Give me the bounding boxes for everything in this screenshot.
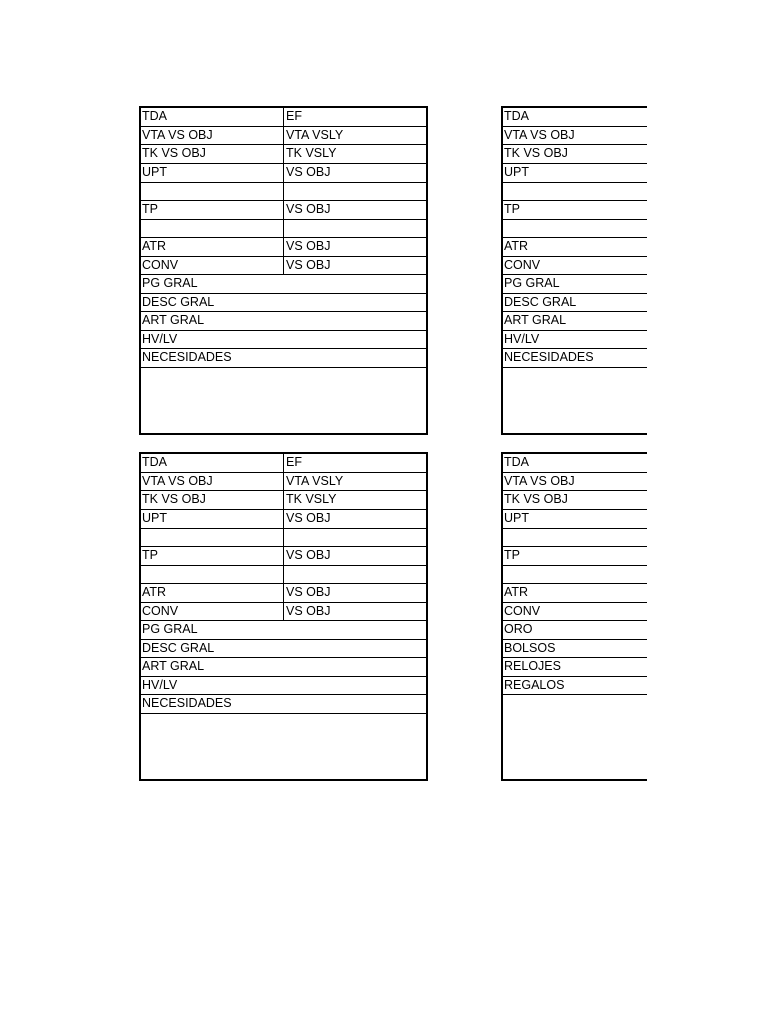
label-vta-vs-obj: VTA VS OBJ [142, 474, 213, 488]
row-hv-lv [141, 677, 426, 695]
row-pg-gral [141, 621, 426, 640]
row-atr [503, 238, 647, 257]
label-necesidades: NECESIDADES [142, 350, 232, 364]
label-tda: TDA [504, 455, 529, 469]
row-blank-1 [503, 183, 647, 201]
label-relojes: RELOJES [504, 659, 561, 673]
value-tp-vs-obj: VS OBJ [283, 201, 426, 219]
notes-area [503, 695, 647, 779]
row-relojes [503, 658, 647, 677]
label-pg-gral: PG GRAL [504, 276, 560, 290]
row-desc-gral [141, 640, 426, 658]
label-desc-gral: DESC GRAL [504, 295, 577, 309]
label-hv-lv: HV/LV [504, 332, 540, 346]
label-tp: TP [504, 548, 520, 562]
value-ef: EF [283, 108, 426, 126]
row-vta-vs-obj [141, 127, 426, 145]
value-vta-vsly: VTA VSLY [283, 473, 426, 490]
label-conv: CONV [142, 258, 179, 272]
row-upt [503, 510, 647, 529]
row-tp [503, 201, 647, 220]
column-divider [283, 566, 284, 584]
value-atr-vs-obj: VS OBJ [283, 584, 426, 602]
row-atr [141, 584, 426, 603]
notes-area [503, 368, 647, 433]
label-vta-vs-obj: VTA VS OBJ [142, 128, 213, 142]
label-tp: TP [142, 548, 158, 562]
value-tp-vs-obj: VS OBJ [283, 547, 426, 565]
row-conv [503, 257, 647, 275]
label-tda: TDA [504, 109, 529, 123]
row-tk-vs-obj [503, 491, 647, 510]
label-atr: ATR [504, 585, 529, 599]
row-oro [503, 621, 647, 640]
value-tk-vsly: TK VSLY [283, 491, 426, 509]
row-art-gral [141, 658, 426, 677]
row-vta-vs-obj [141, 473, 426, 491]
row-atr [503, 584, 647, 603]
label-pg-gral: PG GRAL [142, 622, 198, 636]
value-upt-vs-obj: VS OBJ [283, 164, 426, 182]
value-vta-vsly: VTA VSLY [283, 127, 426, 144]
row-art-gral [141, 312, 426, 331]
label-atr: ATR [504, 239, 529, 253]
notes-area [141, 714, 426, 779]
row-conv [141, 257, 426, 275]
value-atr-vs-obj: VS OBJ [283, 238, 426, 256]
row-tk-vs-obj [141, 145, 426, 164]
row-tda [141, 454, 426, 473]
row-tp [503, 547, 647, 566]
row-conv [141, 603, 426, 621]
label-tp: TP [504, 202, 520, 216]
row-art-gral [503, 312, 647, 331]
label-conv: CONV [504, 604, 541, 618]
row-upt [141, 510, 426, 529]
label-upt: UPT [142, 165, 167, 179]
row-tda [503, 454, 647, 473]
notes-area [141, 368, 426, 433]
label-tp: TP [142, 202, 158, 216]
row-hv-lv [503, 331, 647, 349]
label-hv-lv: HV/LV [142, 678, 178, 692]
label-vta-vs-obj: VTA VS OBJ [504, 128, 575, 142]
label-regalos: REGALOS [504, 678, 565, 692]
row-conv [503, 603, 647, 621]
label-atr: ATR [142, 585, 167, 599]
row-tk-vs-obj [503, 145, 647, 164]
row-tk-vs-obj [141, 491, 426, 510]
row-necesidades [503, 349, 647, 368]
row-vta-vs-obj [503, 127, 647, 145]
row-tp [141, 547, 426, 566]
label-conv: CONV [142, 604, 179, 618]
value-conv-vs-obj: VS OBJ [283, 257, 426, 274]
form-top-right [501, 106, 647, 435]
row-necesidades [141, 695, 426, 714]
value-conv-vs-obj: VS OBJ [283, 603, 426, 620]
label-atr: ATR [142, 239, 167, 253]
row-bolsos [503, 640, 647, 658]
label-art-gral: ART GRAL [142, 659, 205, 673]
label-upt: UPT [504, 511, 529, 525]
label-vta-vs-obj: VTA VS OBJ [504, 474, 575, 488]
label-tk-vs-obj: TK VS OBJ [504, 492, 568, 506]
row-upt [503, 164, 647, 183]
label-tk-vs-obj: TK VS OBJ [142, 146, 206, 160]
column-divider [283, 220, 284, 238]
form-bottom-right [501, 452, 647, 781]
label-pg-gral: PG GRAL [142, 276, 198, 290]
value-upt-vs-obj: VS OBJ [283, 510, 426, 528]
label-tda: TDA [142, 455, 167, 469]
label-art-gral: ART GRAL [504, 313, 567, 327]
row-tda [503, 108, 647, 127]
value-tk-vsly: TK VSLY [283, 145, 426, 163]
row-pg-gral [141, 275, 426, 294]
form-bottom-left [139, 452, 428, 781]
label-tda: TDA [142, 109, 167, 123]
label-oro: ORO [504, 622, 533, 636]
label-necesidades: NECESIDADES [504, 350, 594, 364]
label-desc-gral: DESC GRAL [142, 641, 215, 655]
row-blank-1 [503, 529, 647, 547]
row-desc-gral [503, 294, 647, 312]
label-conv: CONV [504, 258, 541, 272]
row-blank-2 [503, 220, 647, 238]
row-pg-gral [503, 275, 647, 294]
label-bolsos: BOLSOS [504, 641, 556, 655]
label-tk-vs-obj: TK VS OBJ [504, 146, 568, 160]
row-tda [141, 108, 426, 127]
label-tk-vs-obj: TK VS OBJ [142, 492, 206, 506]
row-atr [141, 238, 426, 257]
row-necesidades [141, 349, 426, 368]
value-ef: EF [283, 454, 426, 472]
label-art-gral: ART GRAL [142, 313, 205, 327]
label-upt: UPT [504, 165, 529, 179]
label-upt: UPT [142, 511, 167, 525]
row-hv-lv [141, 331, 426, 349]
row-tp [141, 201, 426, 220]
label-desc-gral: DESC GRAL [142, 295, 215, 309]
row-regalos [503, 677, 647, 695]
row-desc-gral [141, 294, 426, 312]
row-vta-vs-obj [503, 473, 647, 491]
form-top-left [139, 106, 428, 435]
row-upt [141, 164, 426, 183]
label-necesidades: NECESIDADES [142, 696, 232, 710]
label-hv-lv: HV/LV [142, 332, 178, 346]
column-divider [283, 183, 284, 201]
column-divider [283, 529, 284, 547]
row-blank-2 [503, 566, 647, 584]
